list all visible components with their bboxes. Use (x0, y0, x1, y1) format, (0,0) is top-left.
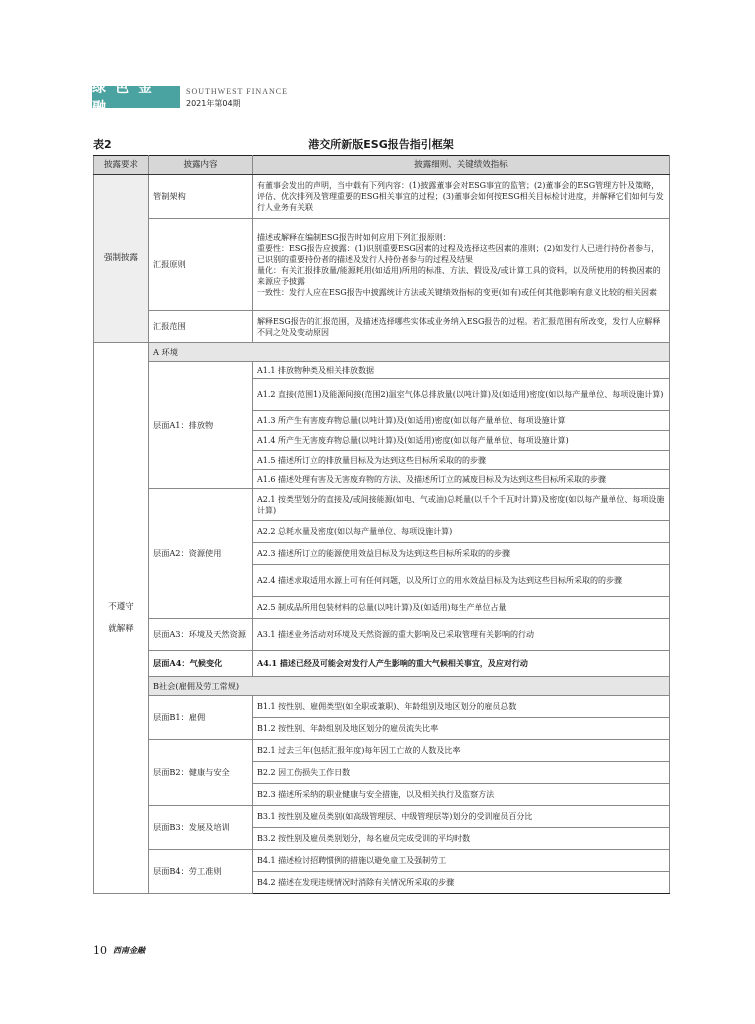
aspect-a2: 层面A2：资源使用 (149, 489, 253, 619)
aspect-a3: 层面A3：环境及天然资源 (149, 619, 253, 651)
indicator: A2.2 总耗水量及密度(如以每产量单位、每项设施计算) (253, 521, 670, 543)
section-environment: A 环境 (149, 343, 670, 362)
table-row (94, 619, 670, 651)
indicator: B3.1 按性别及雇员类别(如高级管理层、中级管理层等)划分的受训雇员百分比 (253, 806, 670, 828)
journal-footer-mark: 西南金融 (113, 944, 145, 955)
table-caption (93, 133, 669, 153)
indicator: A2.4 描述求取适用水源上可有任何问题，以及所订立的用水效益目标及为达到这些目标所采取的的步骤 (253, 565, 670, 597)
indicator: B4.1 描述检讨招聘惯例的措施以避免童工及强制劳工 (253, 850, 670, 872)
journal-issue: 2021年第04期 (186, 99, 241, 108)
indicator: B2.3 描述所采纳的职业健康与安全措施，以及相关执行及监察方法 (253, 784, 670, 806)
disclosure-detail: 解释ESG报告的汇报范围，及描述选择哪些实体或业务纳入ESG报告的过程。若汇报范围有所改变，发行人应解释不同之处及变动原因 (253, 311, 670, 343)
indicator: A1.1 排放物种类及相关排放数据 (253, 362, 670, 379)
table-row (94, 740, 670, 762)
aspect-a4: 层面A4：气候变化 (149, 651, 253, 677)
disclosure-detail: 描述或解释在编制ESG报告时如何应用下列汇报原则： 重要性：ESG报告应披露：(1)识别重要ESG因素的过程及选择这些因素的准则；(2)如发行人已进行持份者参与，已识别的重要持份者的描述及发行人持份者参与的过程及结果 量化：有关汇报排放量/能源耗用(如适用)所用的标准、方法、假设及/或计算工具的资料，以及所使用的转换因素的来源应予披露 一致性：发行人应在ESG报告中披露统计方法或关键绩效指标的变更(如有)或任何其他影响有意义比较的相关因素 (253, 219, 670, 311)
column-header: 披露内容 (149, 156, 253, 175)
journal-title-en: SOUTHWEST FINANCE (186, 87, 288, 96)
aspect-b2: 层面B2：健康与安全 (149, 740, 253, 806)
column-header: 披露要求 (94, 156, 149, 175)
section-social: B社会(雇佣及劳工常规) (149, 677, 670, 696)
aspect-b4: 层面B4：劳工准则 (149, 850, 253, 894)
indicator: B1.2 按性别、年龄组别及地区划分的雇员流失比率 (253, 718, 670, 740)
table-row (94, 175, 670, 219)
table-label: 表2 (93, 138, 112, 151)
table-row (94, 806, 670, 828)
indicator: A1.5 描述所订立的排放量目标及为达到这些目标所采取的的步骤 (253, 451, 670, 470)
table-row (94, 362, 670, 379)
column-header: 披露细则、关键绩效指标 (253, 156, 670, 175)
indicator: A1.4 所产生无害废弃物总量(以吨计算)及(如适用)密度(如以每产量单位、每项设施计算) (253, 431, 670, 451)
requirement-label-line1: 不遵守 (108, 601, 134, 612)
disclosure-content: 管制架构 (149, 175, 253, 219)
aspect-a1: 层面A1：排放物 (149, 362, 253, 489)
table-row (94, 850, 670, 872)
indicator: B3.2 按性别及雇员类别划分，每名雇员完成受训的平均时数 (253, 828, 670, 850)
aspect-b3: 层面B3：发展及培训 (149, 806, 253, 850)
disclosure-content: 汇报原则 (149, 219, 253, 311)
table-row (94, 219, 670, 311)
indicator: B1.1 按性别、雇佣类型(如全职或兼职)、年龄组别及地区划分的雇员总数 (253, 696, 670, 718)
indicator: A3.1 描述业务活动对环境及天然资源的重大影响及已采取管理有关影响的行动 (253, 619, 670, 651)
indicator: A1.2 直接(范围1)及能源间接(范围2)温室气体总排放量(以吨计算)及(如适用)密度(如以每产量单位、每项设施计算) (253, 379, 670, 411)
esg-framework-table (93, 155, 670, 894)
disclosure-detail: 有董事会发出的声明，当中载有下列内容：(1)披露董事会对ESG事宜的监管；(2)董事会的ESG管理方针及策略，评估、优次排列及管理重要的ESG相关事宜的过程；(3)董事会如何按ESG相关目标检讨进度，并解释它们如何与发行人业务有关联 (253, 175, 670, 219)
indicator: A4.1 描述已经及可能会对发行人产生影响的重大气候相关事宜，及应对行动 (253, 651, 670, 677)
requirement-mandatory: 强制披露 (94, 175, 149, 343)
page-number: 10 (93, 943, 107, 957)
requirement-comply-or-explain (94, 343, 149, 894)
indicator: A2.5 制成品所用包装材料的总量(以吨计算)及(如适用)每生产单位占量 (253, 597, 670, 619)
requirement-label-line2: 就解释 (108, 623, 134, 634)
table-row (94, 696, 670, 718)
disclosure-content: 汇报范围 (149, 311, 253, 343)
aspect-b1: 层面B1：雇佣 (149, 696, 253, 740)
page-footer (93, 942, 145, 958)
indicator: A1.3 所产生有害废弃物总量(以吨计算)及(如适用)密度(如以每产量单位、每项设施计算 (253, 411, 670, 431)
section-row (94, 343, 670, 362)
section-row (94, 677, 670, 696)
indicator: A1.6 描述处理有害及无害废弃物的方法、及描述所订立的减废目标及为达到这些目标所采取的步骤 (253, 470, 670, 489)
table-row (94, 651, 670, 677)
indicator: A2.1 按类型划分的直接及/或间接能源(如电、气或油)总耗量(以千个千瓦时计算)及密度(如以每产量单位、每项设施计算) (253, 489, 670, 521)
indicator: A2.3 描述所订立的能源使用效益目标及为达到这些目标所采取的的步骤 (253, 543, 670, 565)
indicator: B2.1 过去三年(包括汇报年度)每年因工亡故的人数及比率 (253, 740, 670, 762)
table-header-row (94, 156, 670, 175)
table-row (94, 311, 670, 343)
table-row (94, 489, 670, 521)
indicator: B2.2 因工伤损失工作日数 (253, 762, 670, 784)
indicator: B4.2 描述在发现违规情况时消除有关情况所采取的步骤 (253, 872, 670, 894)
table-title: 港交所新版ESG报告指引框架 (308, 138, 454, 151)
journal-logo: 绿色金融 (92, 86, 180, 108)
